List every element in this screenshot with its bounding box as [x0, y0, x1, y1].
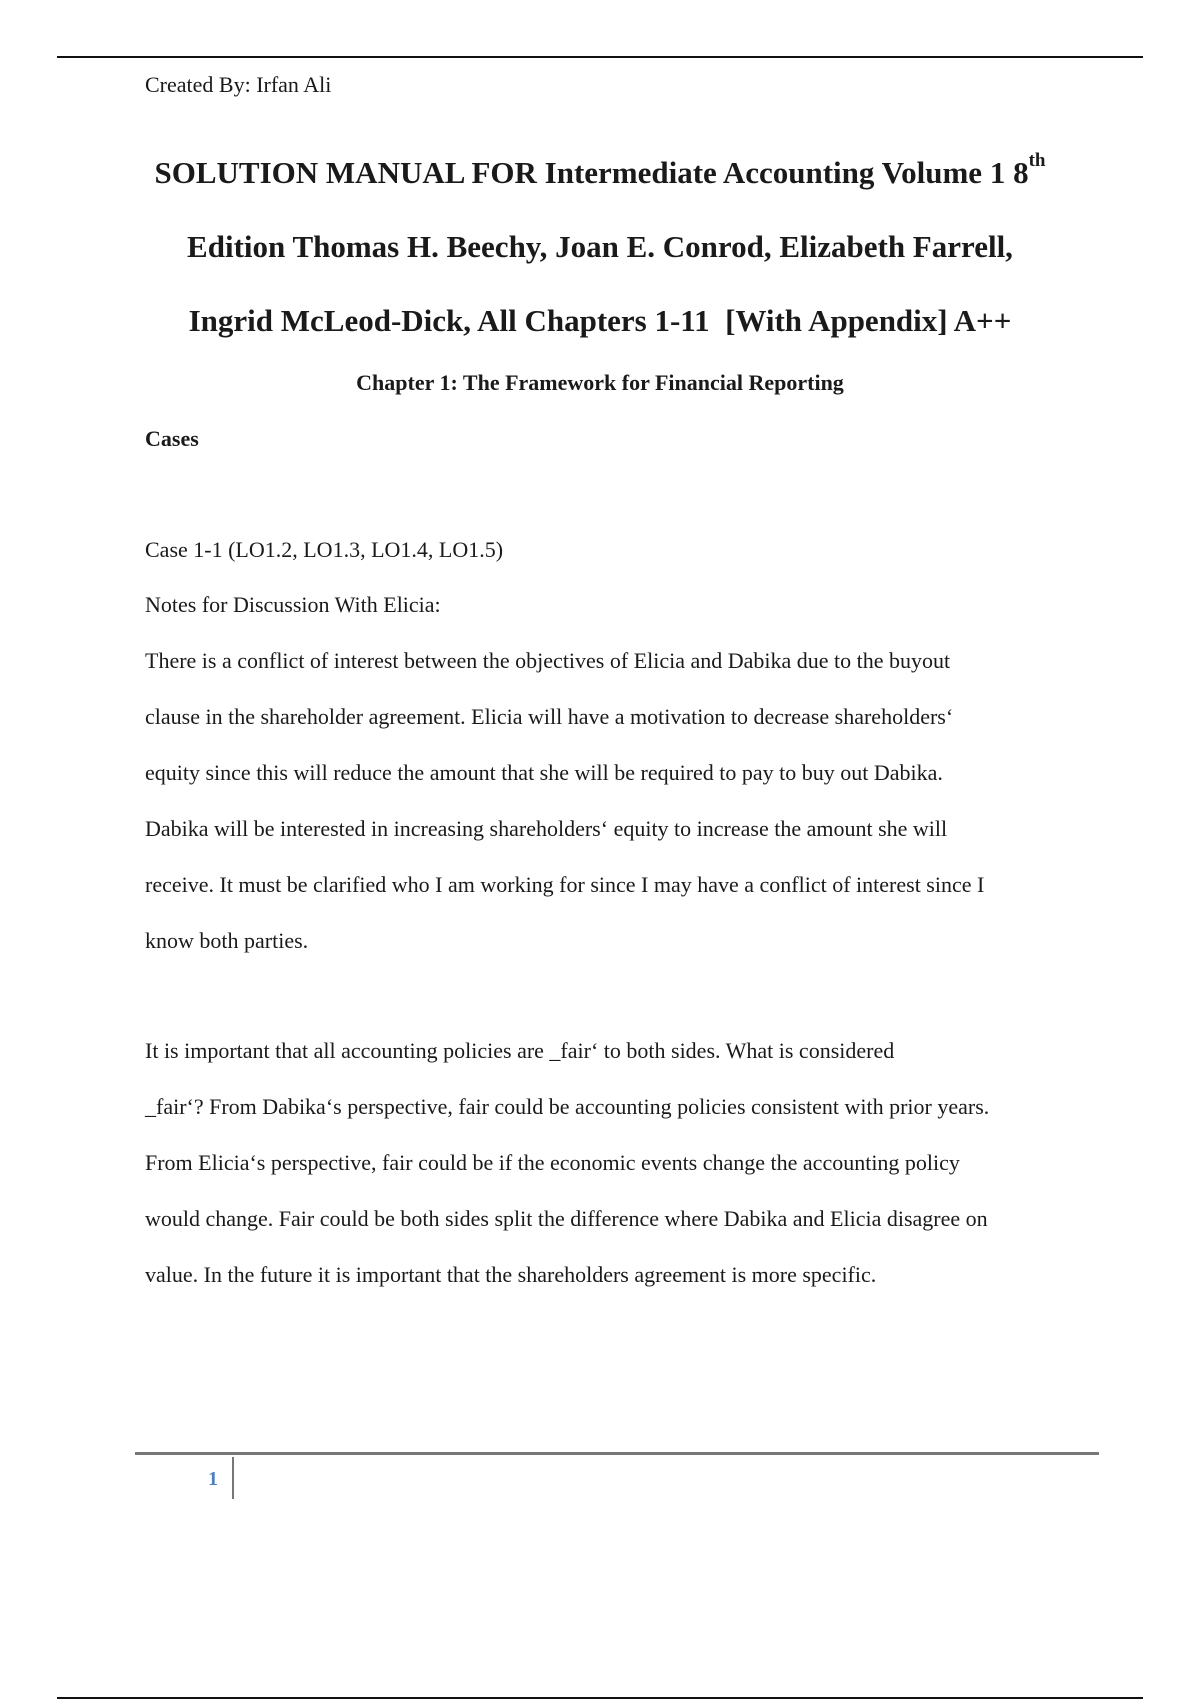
paragraph-line: It is important that all accounting policies are _fair‘ to both sides. What is considered: [145, 1038, 895, 1063]
paragraph-conflict-of-interest: [145, 633, 1080, 969]
paragraph-line: value. In the future it is important that the shareholders agreement is more specific.: [145, 1262, 877, 1287]
title-superscript: th: [1028, 149, 1046, 171]
document-title: [120, 136, 1080, 358]
paragraph-line: Dabika will be interested in increasing shareholders‘ equity to increase the amount she will: [145, 816, 948, 841]
paragraph-line: clause in the shareholder agreement. Elicia will have a motivation to decrease shareholders‘: [145, 704, 954, 729]
title-line-3: Ingrid McLeod-Dick, All Chapters 1-11 [With Appendix] A++: [188, 303, 1012, 338]
footer-rule: [135, 1452, 1099, 1455]
paragraph-fair-policies: [145, 1023, 1080, 1303]
paragraph-line: know both parties.: [145, 928, 309, 953]
paragraph-line: would change. Fair could be both sides split the difference where Dabika and Elicia disagree on: [145, 1206, 988, 1231]
title-line-1: SOLUTION MANUAL FOR Intermediate Accounting Volume 1 8th: [154, 149, 1046, 190]
page-number: 1: [208, 1468, 218, 1490]
chapter-heading: Chapter 1: The Framework for Financial Reporting: [356, 370, 844, 395]
created-by-label: Created By: Irfan Ali: [145, 72, 332, 97]
header-rule: [57, 56, 1143, 58]
paragraph-line: receive. It must be clarified who I am working for since I may have a conflict of interest since I: [145, 872, 985, 897]
case-heading: Case 1-1 (LO1.2, LO1.3, LO1.4, LO1.5): [145, 537, 504, 562]
bottom-rule: [57, 1697, 1143, 1699]
paragraph-line: _fair‘? From Dabika‘s perspective, fair could be accounting policies consistent with prior years.: [145, 1094, 990, 1119]
notes-heading: Notes for Discussion With Elicia:: [145, 592, 441, 617]
paragraph-line: equity since this will reduce the amount that she will be required to pay to buy out Dabika.: [145, 760, 943, 785]
section-heading-cases: Cases: [145, 426, 199, 451]
paragraph-line: From Elicia‘s perspective, fair could be if the economic events change the accounting policy: [145, 1150, 960, 1175]
title-line-2: Edition Thomas H. Beechy, Joan E. Conrod, Elizabeth Farrell,: [187, 229, 1013, 264]
paragraph-line: There is a conflict of interest between the objectives of Elicia and Dabika due to the buyout: [145, 648, 951, 673]
footer-divider: [232, 1457, 234, 1499]
